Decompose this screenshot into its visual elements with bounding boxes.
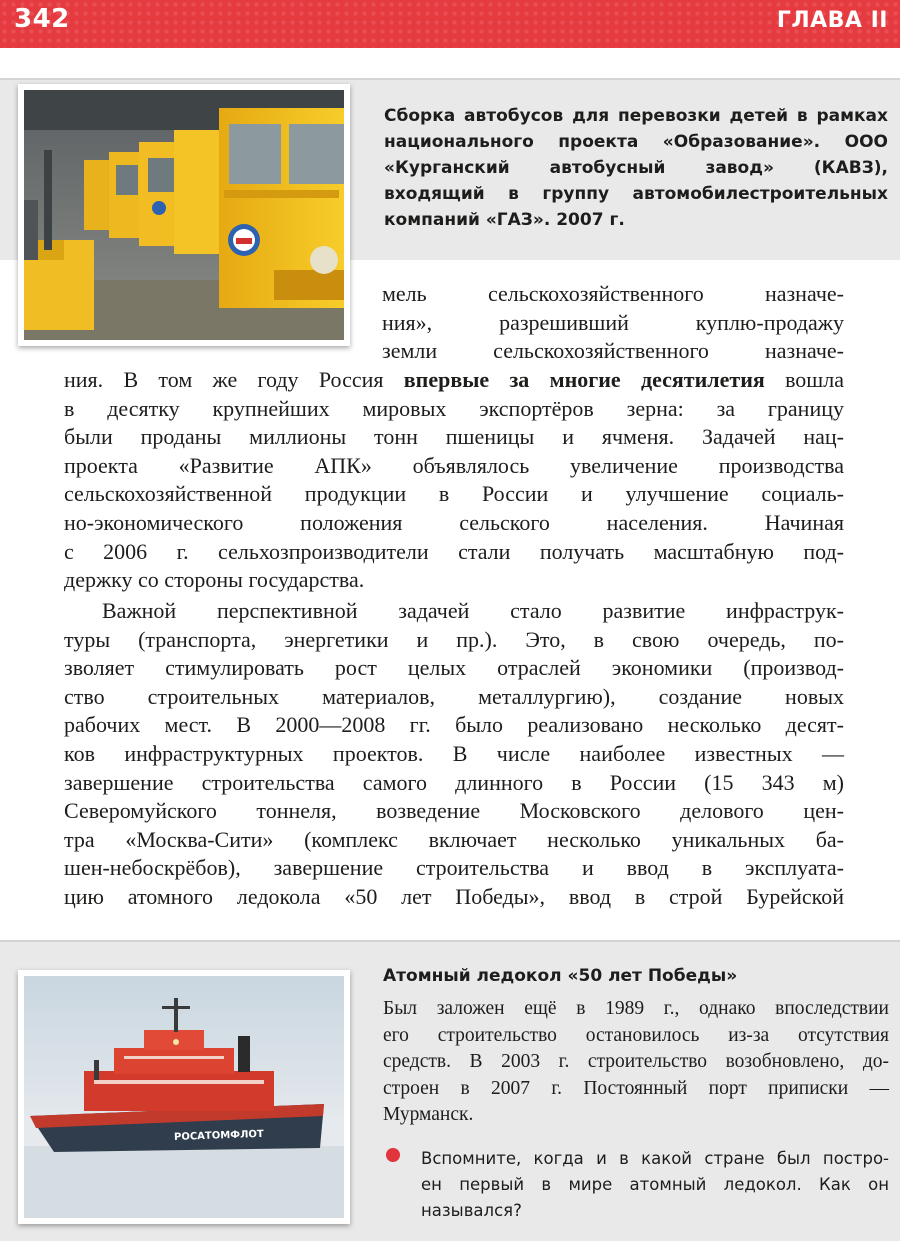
question-bullet-icon xyxy=(386,1148,400,1162)
text-line: Мурманск. xyxy=(383,1104,474,1125)
text-fragment: вошла xyxy=(764,367,844,392)
icebreaker-photo-icon xyxy=(24,976,344,1218)
info-box-title: Атомный ледокол «50 лет Победы» xyxy=(383,966,738,986)
text-line: были проданы миллионы тонн пшеницы и ячменя. Задачей нац- xyxy=(64,424,844,450)
paragraph-1 xyxy=(382,280,844,366)
text-line: ен первый в мире атомный ледокол. Как он xyxy=(421,1175,889,1194)
paragraph-2 xyxy=(64,366,844,595)
icebreaker-photo xyxy=(18,970,350,1224)
text-line: но-экономического положения сельского населения. Начиная xyxy=(64,509,844,535)
text-line: шен-небоскрёбов), завершение строительства и ввод в эксплуата- xyxy=(64,855,844,881)
text-line: Был заложен ещё в 1989 г., однако впоследствии xyxy=(383,998,889,1019)
text-line: сельскохозяйственной продукции в России и улучшение социаль- xyxy=(64,481,844,507)
text-line: с 2006 г. сельхозпроизводители стали получать масштабную под- xyxy=(64,538,844,564)
text-line: тра «Москва-Сити» (комплекс включает несколько уникальных ба- xyxy=(64,826,844,852)
text-line: туры (транспорта, энергетики и пр.). Это, в свою очередь, по- xyxy=(64,626,844,652)
chapter-title: ГЛАВА II xyxy=(776,8,888,33)
text-line: цию атомного ледокола «50 лет Победы», ввод в строй Бурейской xyxy=(64,883,844,909)
text-line: Важной перспективной задачей стало развитие инфраструк- xyxy=(102,598,844,623)
text-line: держку со стороны государства. xyxy=(64,567,365,593)
page-header xyxy=(0,0,900,48)
text-line: завершение строительства самого длинного в России (15 343 м) xyxy=(64,769,844,795)
text-line: его строительство остановилось из-за отсутствия xyxy=(383,1024,889,1046)
page-number: 342 xyxy=(14,4,70,34)
ship-hull-label: РОСАТОМФЛОТ xyxy=(173,1128,264,1143)
bus-assembly-photo xyxy=(18,84,350,346)
text-line: в десятку крупнейших мировых экспортёров зерна: за границу xyxy=(64,395,844,421)
text-line: ство строительных материалов, металлургию), создание новых xyxy=(64,683,844,709)
text-line: Северомуйского тоннеля, возведение Московского делового цен- xyxy=(64,798,844,824)
text-fragment: ния. В том же году Россия xyxy=(64,367,404,392)
text-line: земли сельскохозяйственного назначе- xyxy=(382,338,844,364)
text-line: зволяет стимулировать рост целых отраслей экономики (производ- xyxy=(64,655,844,681)
text-line: проекта «Развитие АПК» объявлялось увеличение производства xyxy=(64,452,844,478)
text-line: ков инфраструктурных проектов. В числе наиболее известных — xyxy=(64,740,844,766)
school-bus-assembly-photo-icon xyxy=(24,90,344,340)
review-question xyxy=(421,1146,889,1224)
text-line: рабочих мест. В 2000—2008 гг. было реализовано несколько десят- xyxy=(64,712,844,738)
text-line: ния», разрешивший куплю-продажу xyxy=(382,309,844,335)
text-line: мель сельскохозяйственного назначе- xyxy=(382,281,844,306)
info-box-text xyxy=(383,996,889,1129)
top-photo-caption: Сборка автобусов для перевозки детей в рамках национального проекта «Образование». ООО «Курганский автобусный завод» (КАВЗ), входящий в группу автомобилестроительных компаний «ГАЗ». 2007 г. xyxy=(384,106,888,230)
emphasis-text: впервые за многие десятилетия xyxy=(403,367,765,392)
paragraph-3 xyxy=(64,597,844,912)
text-line: Вспомните, когда и в какой стране был постро- xyxy=(421,1149,889,1168)
text-line: назывался? xyxy=(421,1201,522,1220)
text-line: средств. В 2003 г. строительство возобновлено, до- xyxy=(383,1051,889,1072)
text-line: строен в 2007 г. Постоянный порт приписки — xyxy=(383,1077,889,1099)
text-line-with-emphasis xyxy=(64,366,844,395)
